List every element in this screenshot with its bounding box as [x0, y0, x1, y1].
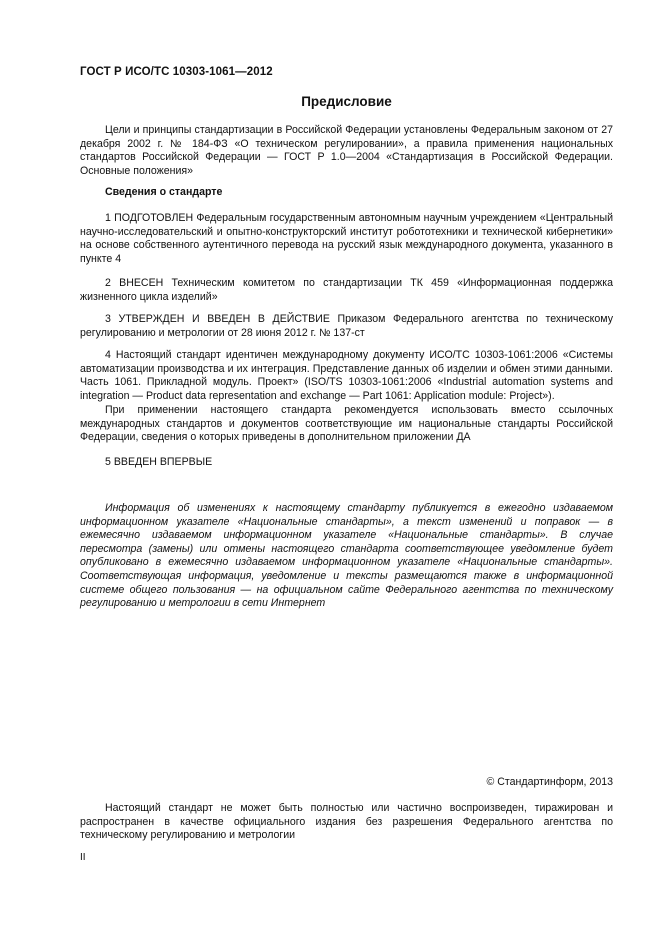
- copyright-notice: © Стандартинформ, 2013: [486, 776, 613, 788]
- section-heading: Сведения о стандарте: [105, 186, 223, 198]
- item-2-paragraph: 2 ВНЕСЕН Техническим комитетом по стандартизации ТК 459 «Информационная поддержка жизненного цикла изделий»: [80, 277, 613, 303]
- document-code: ГОСТ Р ИСО/ТС 10303-1061—2012: [80, 66, 273, 78]
- page-title: Предисловие: [301, 94, 392, 109]
- page-number: II: [80, 852, 86, 863]
- item-4-paragraph: 4 Настоящий стандарт идентичен международному документу ИСО/ТС 10303-1061:2006 «Системы автоматизации производства и их интеграция. Представление данных об изделии и обмен этими данными. Часть 1061. Прикладной модуль. Проект» (ISO/TS 10303-1061:2006 «Industrial automation systems and integration — Product data representation and exchange — Part 1061: Application module: Project»).: [80, 349, 613, 402]
- item-1-paragraph: 1 ПОДГОТОВЛЕН Федеральным государственным автономным научным учреждением «Центральный научно-исследовательский и опытно-конструкторский институт робототехники и технической кибернетики» на основе собственного аутентичного перевода на русский язык международного документа, указанного в пункте 4: [80, 212, 613, 265]
- item-5-paragraph: 5 ВВЕДЕН ВПЕРВЫЕ: [105, 456, 213, 468]
- item-3-paragraph: 3 УТВЕРЖДЕН И ВВЕДЕН В ДЕЙСТВИЕ Приказом Федерального агентства по техническому регулированию и метрологии от 28 июня 2012 г. № 137-ст: [80, 313, 613, 339]
- notice-paragraph: Информация об изменениях к настоящему стандарту публикуется в ежегодно издаваемом информационном указателе «Национальные стандарты», а текст изменений и поправок — в ежемесячно издаваемом информационном указателе «Национальные стандарты». В случае пересмотра (замены) или отмены настоящего стандарта соответствующее уведомление будет опубликовано в ежемесячно издаваемом информационном указателе «Национальные стандарты». Соответствующая информация, уведомление и тексты размещаются также в информационной системе общего пользования — на официальном сайте Федерального агентства по техническому регулированию и метрологии в сети Интернет: [80, 502, 613, 610]
- reproduction-notice: Настоящий стандарт не может быть полностью или частично воспроизведен, тиражирован и распространен в качестве официального издания без разрешения Федерального агентства по техническому регулированию и метрологии: [80, 802, 613, 842]
- intro-paragraph: Цели и принципы стандартизации в Российской Федерации установлены Федеральным законом от 27 декабря 2002 г. № 184-ФЗ «О техническом регулировании», а правила применения национальных стандартов Российской Федерации — ГОСТ Р 1.0—2004 «Стандартизация в Российской Федерации. Основные положения»: [80, 124, 613, 177]
- item-4-note-paragraph: При применении настоящего стандарта рекомендуется использовать вместо ссылочных международных стандартов и документов соответствующие им национальные стандарты Российской Федерации, сведения о которых приведены в дополнительном приложении ДА: [80, 404, 613, 444]
